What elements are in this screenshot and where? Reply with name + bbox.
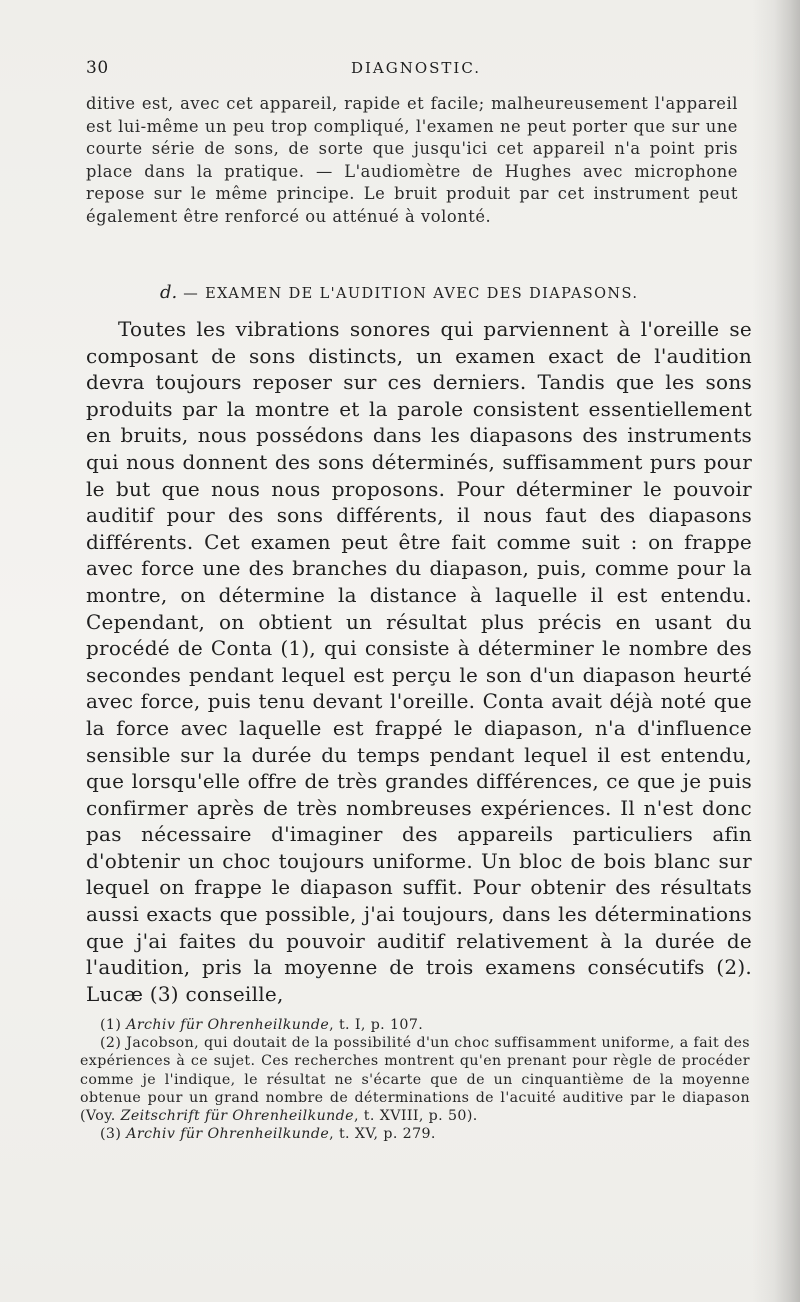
intro-paragraph: ditive est, avec cet appareil, rapide et facile; malheureusement l'appareil est lui-même un peu trop compliqué, l'examen ne peut porter que sur une courte série de sons, de sorte que jusqu'ici cet appareil n'a point pris place dans la pratique. — L'audiomètre de Hughes avec microphone repose sur le même principe. Le bruit produit par cet instrument peut également être renforcé ou atténué à volonté. bbox=[86, 94, 738, 226]
footnote-body: Jacobson, qui doutait de la possibilité d'un choc suffisamment uniforme, a fait des expériences à ce sujet. Ces recherches montrent qu'en prenant pour règle de procéder comme je l'indique, le résultat ne s'écarte que de un cinquantième de la moyenne obtenue pour un grand nombre de déterminations de l'acuité auditive par le diapason (Voy. bbox=[80, 1035, 750, 1125]
footnote-2 bbox=[80, 1034, 750, 1125]
footnote-3 bbox=[100, 1125, 750, 1143]
section-title: — EXAMEN DE L'AUDITION AVEC DES DIAPASONS. bbox=[183, 286, 639, 302]
main-paragraph: Toutes les vibrations sonores qui parviennent à l'oreille se composant de sons distincts, un examen exact de l'audition devra toujours reposer sur ces derniers. Tandis que les sons produits par la montre et la parole consistent essentiellement en bruits, nous possédons dans les diapasons des instruments qui nous donnent des sons déterminés, suffisamment purs pour le but que nous nous proposons. Pour déterminer le pouvoir auditif pour des sons différents, il nous faut des diapasons différents. Cet examen peut être fait comme suit : on frappe avec force une des branches du diapason, puis, comme pour la montre, on détermine la distance à laquelle il est entendu. Cependant, on obtient un résultat plus précis en usant du procédé de Conta (1), qui consiste à déterminer le nombre des secondes pendant lequel est perçu le son d'un diapason heurté avec force, puis tenu devant l'oreille. Conta avait déjà noté que la force avec laquelle est frappé le diapason, n'a d'influence sensible sur la durée du temps pendant lequel il est entendu, que lorsqu'elle offre de très grandes différences, ce que je puis confirmer après de très nombreuses expériences. Il n'est donc pas nécessaire d'imaginer des appareils particuliers afin d'obtenir un choc toujours uniforme. Un bloc de bois blanc sur lequel on frappe le diapason suffit. Pour obtenir des résultats aussi exacts que possible, j'ai toujours, dans les déterminations que j'ai faites du pouvoir auditif relativement à la durée de l'audition, pris la moyenne de trois examens consécutifs (2). Lucæ (3) conseille, bbox=[86, 317, 752, 1006]
footnote-journal-title: Archiv für Ohrenheilkunde bbox=[126, 1126, 330, 1143]
running-title: DIAGNOSTIC. bbox=[350, 59, 482, 77]
footnote-marker: (1) bbox=[100, 1017, 122, 1033]
footnote-reference: , t. XVIII, p. 50). bbox=[353, 1108, 478, 1125]
footnote-reference: , t. XV, p. 279. bbox=[329, 1126, 436, 1143]
footnote-reference: , t. I, p. 107. bbox=[329, 1017, 424, 1033]
section-heading bbox=[160, 282, 720, 303]
running-head bbox=[86, 58, 726, 84]
footnote-marker: (3) bbox=[100, 1126, 122, 1143]
page-number: 30 bbox=[86, 58, 109, 78]
section-letter: d. bbox=[160, 282, 178, 303]
footnote-marker: (2) bbox=[100, 1035, 122, 1052]
footnote-journal-title: Zeitschrift für Ohrenheilkunde bbox=[120, 1108, 354, 1125]
footnote-journal-title: Archiv für Ohrenheilkunde bbox=[126, 1017, 330, 1033]
footnotes bbox=[80, 1016, 750, 1143]
page-edge-shadow bbox=[774, 0, 800, 1302]
footnote-1 bbox=[100, 1016, 750, 1034]
